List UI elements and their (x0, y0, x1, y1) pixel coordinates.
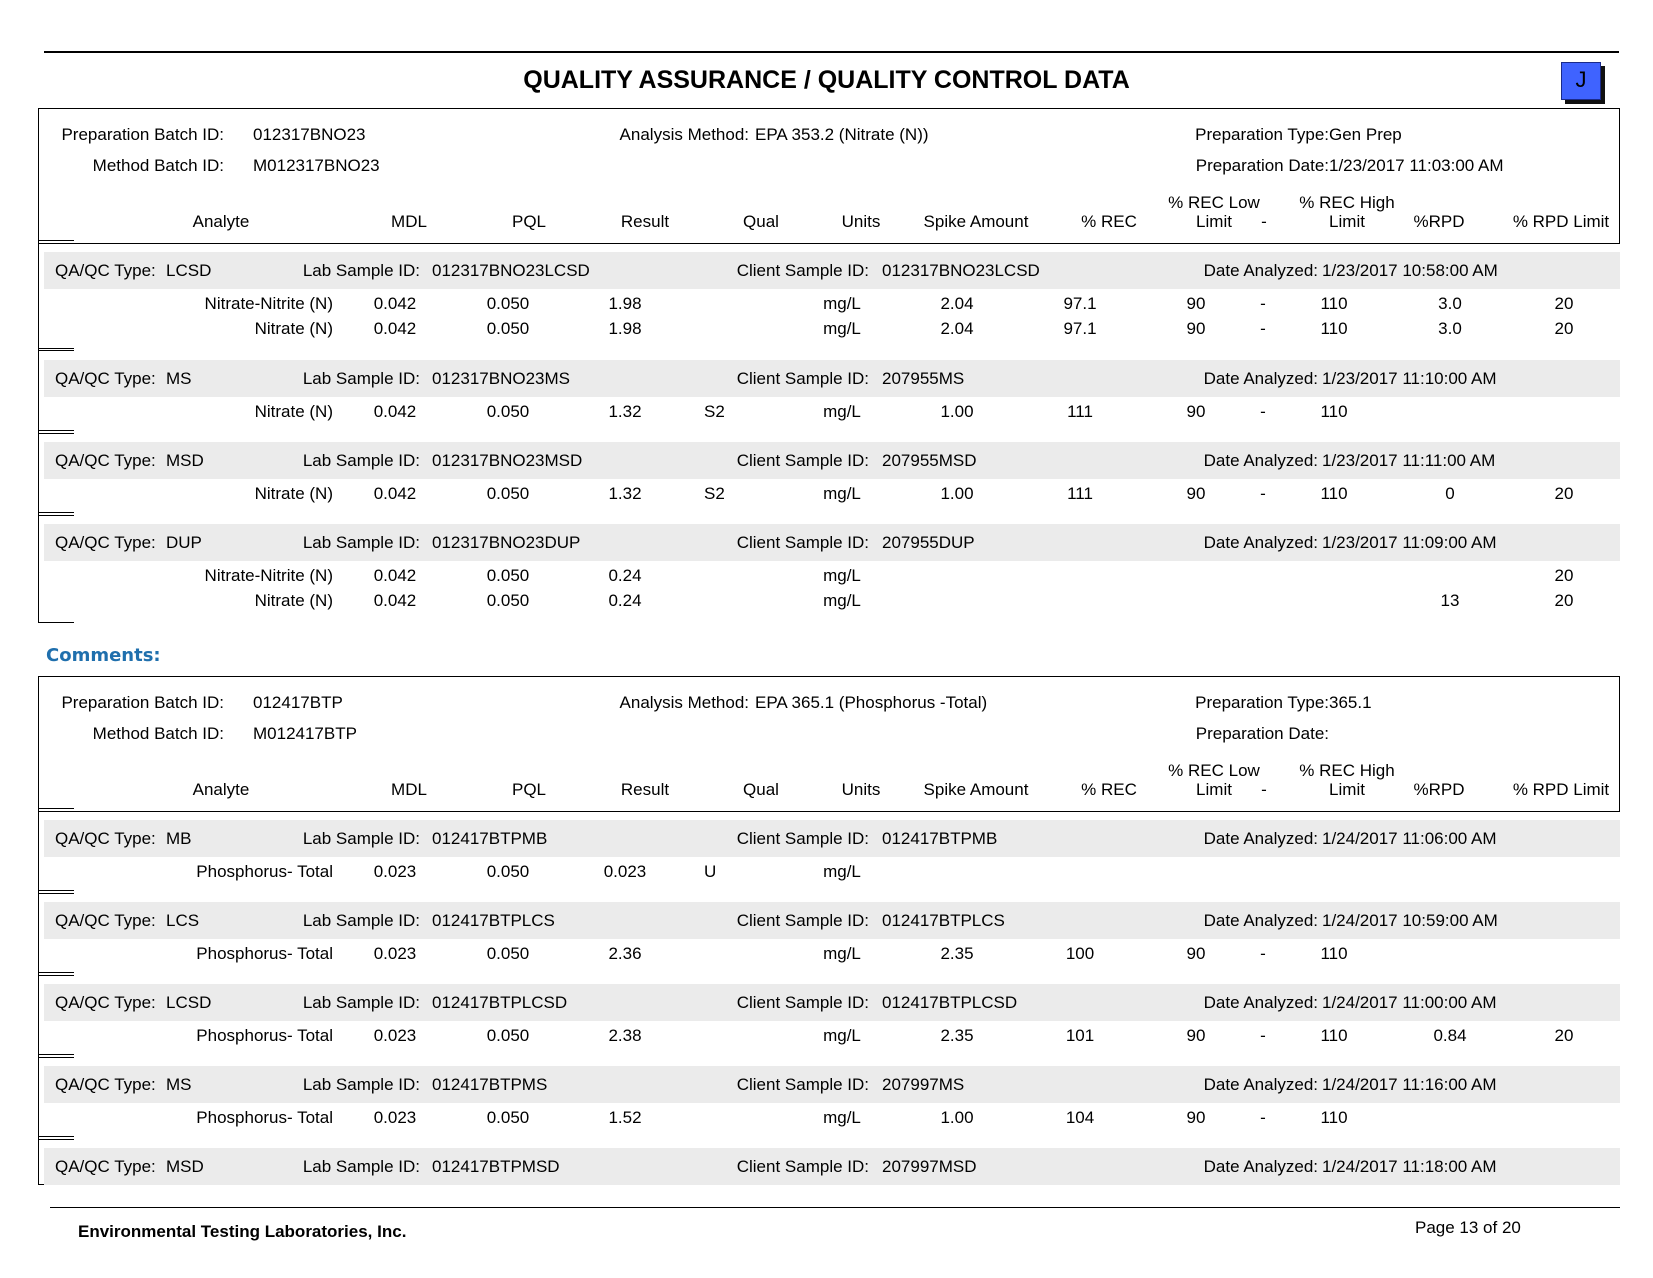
date-analyzed: 1/24/2017 11:00:00 AM (1322, 993, 1497, 1012)
cell-rpd-limit: 20 (1554, 319, 1574, 338)
label-lab-sample: Lab Sample ID: (302, 451, 420, 470)
cell-analyte: Phosphorus- Total (196, 944, 333, 963)
cell-result: 1.32 (608, 402, 642, 421)
cell-pql: 0.050 (486, 944, 530, 963)
cell-mdl: 0.042 (373, 566, 417, 585)
qaqc-type: MSD (166, 1157, 204, 1176)
label-date-analyzed: Date Analyzed: (1203, 261, 1318, 280)
date-analyzed: 1/24/2017 11:16:00 AM (1322, 1075, 1497, 1094)
label-analysis-method: Analysis Method: (619, 125, 749, 144)
col-rec-low-1: % REC Low (1168, 761, 1260, 780)
cell-analyte: Nitrate (N) (254, 402, 333, 421)
client-sample-id: 012417BTPLCS (882, 911, 1005, 930)
cell-spike: 2.04 (940, 319, 974, 338)
col-result: Result (620, 780, 670, 799)
col-rpd: %RPD (1413, 212, 1465, 231)
cell-spike: 1.00 (940, 484, 974, 503)
col-analyte: Analyte (192, 212, 250, 231)
cell-rec: 100 (1065, 944, 1095, 963)
lab-sample-id: 012317BNO23MS (432, 369, 570, 388)
cell-qual: U (704, 862, 717, 881)
label-date-analyzed: Date Analyzed: (1203, 993, 1318, 1012)
cell-rec: 97.1 (1063, 319, 1097, 338)
label-client-sample: Client Sample ID: (736, 911, 869, 930)
cell-result: 1.52 (608, 1108, 642, 1127)
prep-type: Gen Prep (1329, 125, 1402, 144)
cell-rpd: 3.0 (1438, 294, 1462, 313)
cell-mdl: 0.042 (373, 294, 417, 313)
cell-result: 2.36 (608, 944, 642, 963)
cell-rec-low: 90 (1186, 1108, 1206, 1127)
cell-mdl: 0.042 (373, 319, 417, 338)
cell-spike: 1.00 (940, 402, 974, 421)
cell-rec-high: 110 (1320, 402, 1348, 421)
cell-analyte: Nitrate (N) (254, 591, 333, 610)
cell-rpd-limit: 20 (1554, 591, 1574, 610)
label-prep-date: Preparation Date: (1195, 156, 1329, 175)
col-rec: % REC (1081, 780, 1137, 799)
col-dash: - (1261, 780, 1267, 799)
lab-sample-id: 012417BTPLCS (432, 911, 555, 930)
top-rule (44, 51, 1619, 53)
lab-sample-id: 012417BTPLCSD (432, 993, 568, 1012)
label-client-sample: Client Sample ID: (736, 993, 869, 1012)
qaqc-type: DUP (166, 533, 202, 552)
client-sample-id: 207997MSD (882, 1157, 977, 1176)
cell-units: mg/L (823, 566, 861, 585)
lab-sample-id: 012417BTPMB (432, 829, 548, 848)
date-analyzed: 1/23/2017 11:11:00 AM (1322, 451, 1496, 470)
label-prep-batch: Preparation Batch ID: (61, 693, 224, 712)
cell-units: mg/L (823, 294, 861, 313)
label-method-batch: Method Batch ID: (92, 156, 224, 175)
label-client-sample: Client Sample ID: (736, 1075, 869, 1094)
label-prep-batch: Preparation Batch ID: (61, 125, 224, 144)
label-qaqc-type: QA/QC Type: (55, 1075, 156, 1094)
qaqc-type: MS (166, 369, 192, 388)
client-sample-id: 012417BTPMB (882, 829, 998, 848)
cell-rec-dash: - (1260, 1108, 1266, 1127)
col-rpd-limit: % RPD Limit (1512, 212, 1610, 231)
cell-pql: 0.050 (486, 294, 530, 313)
label-client-sample: Client Sample ID: (736, 369, 869, 388)
col-rec-high-2: Limit (1329, 780, 1365, 799)
cell-units: mg/L (823, 402, 861, 421)
label-date-analyzed: Date Analyzed: (1203, 451, 1318, 470)
qaqc-type: LCS (166, 911, 200, 930)
cell-rec-dash: - (1260, 1026, 1266, 1045)
date-analyzed: 1/24/2017 11:06:00 AM (1322, 829, 1497, 848)
cell-pql: 0.050 (486, 591, 530, 610)
cell-analyte: Nitrate-Nitrite (N) (204, 294, 333, 313)
cell-mdl: 0.023 (373, 1026, 417, 1045)
analysis-method: EPA 365.1 (Phosphorus -Total) (755, 693, 988, 712)
cell-rec-high: 110 (1320, 294, 1348, 313)
page-title: QUALITY ASSURANCE / QUALITY CONTROL DATA (523, 66, 1130, 94)
col-rec-high-2: Limit (1329, 212, 1365, 231)
cell-units: mg/L (823, 944, 861, 963)
cell-analyte: Nitrate-Nitrite (N) (204, 566, 333, 585)
cell-rec-dash: - (1260, 319, 1266, 338)
col-rpd: %RPD (1413, 780, 1465, 799)
label-qaqc-type: QA/QC Type: (55, 993, 156, 1012)
footer-company: Environmental Testing Laboratories, Inc. (78, 1222, 407, 1241)
col-spike: Spike Amount (923, 212, 1029, 231)
col-mdl: MDL (391, 780, 427, 799)
client-sample-id: 012417BTPLCSD (882, 993, 1018, 1012)
lab-sample-id: 012417BTPMS (432, 1075, 548, 1094)
cell-rec-high: 110 (1320, 1026, 1348, 1045)
cell-pql: 0.050 (486, 402, 530, 421)
prep-type: 365.1 (1329, 693, 1372, 712)
label-analysis-method: Analysis Method: (619, 693, 749, 712)
label-lab-sample: Lab Sample ID: (302, 829, 420, 848)
label-client-sample: Client Sample ID: (736, 829, 869, 848)
cell-result: 1.98 (608, 319, 642, 338)
prep-batch-id: 012317BNO23 (253, 125, 366, 144)
footer-page-number: Page 13 of 20 (1415, 1218, 1521, 1237)
date-analyzed: 1/23/2017 10:58:00 AM (1322, 261, 1498, 280)
prep-batch-id: 012417BTP (253, 693, 343, 712)
cell-rpd: 3.0 (1438, 319, 1462, 338)
footer-rule (50, 1207, 1620, 1208)
comments-label: Comments: (46, 645, 161, 666)
col-units: Units (841, 780, 881, 799)
cell-mdl: 0.042 (373, 591, 417, 610)
client-sample-id: 012317BNO23LCSD (882, 261, 1040, 280)
col-pql: PQL (511, 212, 547, 231)
cell-rpd-limit: 20 (1554, 566, 1574, 585)
label-lab-sample: Lab Sample ID: (302, 533, 420, 552)
cell-result: 1.98 (608, 294, 642, 313)
cell-spike: 1.00 (940, 1108, 974, 1127)
label-date-analyzed: Date Analyzed: (1203, 533, 1318, 552)
cell-pql: 0.050 (486, 484, 530, 503)
qaqc-type: LCSD (166, 261, 212, 280)
date-analyzed: 1/23/2017 11:09:00 AM (1322, 533, 1497, 552)
cell-pql: 0.050 (486, 862, 530, 881)
cell-rec-low: 90 (1186, 402, 1206, 421)
client-sample-id: 207955MSD (882, 451, 977, 470)
lab-sample-id: 012317BNO23LCSD (432, 261, 590, 280)
flag-badge: J (1561, 62, 1601, 100)
cell-rec: 111 (1067, 484, 1093, 503)
col-dash: - (1261, 212, 1267, 231)
cell-rpd: 0 (1445, 484, 1455, 503)
col-rec-low-1: % REC Low (1168, 193, 1260, 212)
col-mdl: MDL (391, 212, 427, 231)
cell-units: mg/L (823, 1026, 861, 1045)
cell-result: 0.24 (608, 566, 642, 585)
cell-rpd-limit: 20 (1554, 294, 1574, 313)
col-rec: % REC (1081, 212, 1137, 231)
qaqc-type: LCSD (166, 993, 212, 1012)
lab-sample-id: 012417BTPMSD (432, 1157, 560, 1176)
date-analyzed: 1/23/2017 11:10:00 AM (1322, 369, 1497, 388)
cell-mdl: 0.023 (373, 944, 417, 963)
cell-analyte: Nitrate (N) (254, 319, 333, 338)
label-prep-type: Preparation Type: (1195, 125, 1329, 144)
cell-units: mg/L (823, 862, 861, 881)
label-date-analyzed: Date Analyzed: (1203, 911, 1318, 930)
col-qual: Qual (743, 212, 779, 231)
col-rec-low-2: Limit (1196, 212, 1232, 231)
cell-pql: 0.050 (486, 566, 530, 585)
cell-rec-low: 90 (1186, 294, 1206, 313)
client-sample-id: 207955DUP (882, 533, 975, 552)
label-qaqc-type: QA/QC Type: (55, 451, 156, 470)
col-rec-high-1: % REC High (1299, 193, 1395, 212)
cell-rpd: 0.84 (1433, 1026, 1467, 1045)
qaqc-type: MSD (166, 451, 204, 470)
label-date-analyzed: Date Analyzed: (1203, 1157, 1318, 1176)
cell-rec-high: 110 (1320, 319, 1348, 338)
cell-units: mg/L (823, 484, 861, 503)
label-qaqc-type: QA/QC Type: (55, 261, 156, 280)
cell-qual: S2 (704, 402, 725, 421)
cell-rec-low: 90 (1186, 319, 1206, 338)
cell-rec-low: 90 (1186, 944, 1206, 963)
cell-analyte: Phosphorus- Total (196, 1026, 333, 1045)
label-client-sample: Client Sample ID: (736, 451, 869, 470)
cell-spike: 2.35 (940, 944, 974, 963)
label-qaqc-type: QA/QC Type: (55, 829, 156, 848)
cell-mdl: 0.042 (373, 402, 417, 421)
client-sample-id: 207997MS (882, 1075, 965, 1094)
cell-pql: 0.050 (486, 1108, 530, 1127)
col-rpd-limit: % RPD Limit (1512, 780, 1610, 799)
cell-pql: 0.050 (486, 1026, 530, 1045)
label-lab-sample: Lab Sample ID: (302, 1157, 420, 1176)
col-units: Units (841, 212, 881, 231)
cell-units: mg/L (823, 591, 861, 610)
cell-pql: 0.050 (486, 319, 530, 338)
cell-result: 2.38 (608, 1026, 642, 1045)
cell-rpd-limit: 20 (1554, 1026, 1574, 1045)
label-lab-sample: Lab Sample ID: (302, 369, 420, 388)
cell-rec-low: 90 (1186, 484, 1206, 503)
analysis-method: EPA 353.2 (Nitrate (N)) (755, 125, 929, 144)
label-prep-date: Preparation Date: (1195, 724, 1329, 743)
cell-rec: 101 (1065, 1026, 1095, 1045)
cell-rec-dash: - (1260, 294, 1266, 313)
label-lab-sample: Lab Sample ID: (302, 911, 420, 930)
cell-mdl: 0.023 (373, 1108, 417, 1127)
cell-analyte: Phosphorus- Total (196, 862, 333, 881)
label-qaqc-type: QA/QC Type: (55, 911, 156, 930)
cell-result: 0.023 (603, 862, 647, 881)
label-lab-sample: Lab Sample ID: (302, 261, 420, 280)
lab-sample-id: 012317BNO23MSD (432, 451, 583, 470)
batch-header-2 (38, 676, 1620, 812)
prep-date: 1/23/2017 11:03:00 AM (1329, 156, 1504, 175)
date-analyzed: 1/24/2017 11:18:00 AM (1322, 1157, 1497, 1176)
label-qaqc-type: QA/QC Type: (55, 369, 156, 388)
cell-rec-dash: - (1260, 402, 1266, 421)
label-method-batch: Method Batch ID: (92, 724, 224, 743)
col-result: Result (620, 212, 670, 231)
method-batch-id: M012417BTP (253, 724, 357, 743)
batch-header-1 (38, 108, 1620, 244)
cell-rec-high: 110 (1320, 944, 1348, 963)
cell-result: 1.32 (608, 484, 642, 503)
label-lab-sample: Lab Sample ID: (302, 993, 420, 1012)
label-lab-sample: Lab Sample ID: (302, 1075, 420, 1094)
cell-rec: 104 (1065, 1108, 1095, 1127)
qaqc-type: MB (166, 829, 192, 848)
cell-units: mg/L (823, 319, 861, 338)
cell-rec-high: 110 (1320, 1108, 1348, 1127)
cell-mdl: 0.042 (373, 484, 417, 503)
col-analyte: Analyte (192, 780, 250, 799)
cell-rpd-limit: 20 (1554, 484, 1574, 503)
cell-rec: 111 (1067, 402, 1093, 421)
cell-qual: S2 (704, 484, 725, 503)
lab-sample-id: 012317BNO23DUP (432, 533, 581, 552)
date-analyzed: 1/24/2017 10:59:00 AM (1322, 911, 1498, 930)
cell-units: mg/L (823, 1108, 861, 1127)
label-date-analyzed: Date Analyzed: (1203, 369, 1318, 388)
cell-result: 0.24 (608, 591, 642, 610)
client-sample-id: 207955MS (882, 369, 965, 388)
cell-spike: 2.35 (940, 1026, 974, 1045)
cell-rpd: 13 (1440, 591, 1460, 610)
label-prep-type: Preparation Type: (1195, 693, 1329, 712)
method-batch-id: M012317BNO23 (253, 156, 380, 175)
label-date-analyzed: Date Analyzed: (1203, 829, 1318, 848)
label-client-sample: Client Sample ID: (736, 1157, 869, 1176)
qaqc-type: MS (166, 1075, 192, 1094)
cell-analyte: Phosphorus- Total (196, 1108, 333, 1127)
label-date-analyzed: Date Analyzed: (1203, 1075, 1318, 1094)
cell-mdl: 0.023 (373, 862, 417, 881)
cell-rec-high: 110 (1320, 484, 1348, 503)
cell-spike: 2.04 (940, 294, 974, 313)
col-pql: PQL (511, 780, 547, 799)
cell-rec-dash: - (1260, 484, 1266, 503)
label-client-sample: Client Sample ID: (736, 261, 869, 280)
col-rec-high-1: % REC High (1299, 761, 1395, 780)
cell-rec-dash: - (1260, 944, 1266, 963)
col-spike: Spike Amount (923, 780, 1029, 799)
cell-analyte: Nitrate (N) (254, 484, 333, 503)
col-rec-low-2: Limit (1196, 780, 1232, 799)
cell-rec: 97.1 (1063, 294, 1097, 313)
cell-rec-low: 90 (1186, 1026, 1206, 1045)
label-qaqc-type: QA/QC Type: (55, 533, 156, 552)
col-qual: Qual (743, 780, 779, 799)
label-qaqc-type: QA/QC Type: (55, 1157, 156, 1176)
label-client-sample: Client Sample ID: (736, 533, 869, 552)
